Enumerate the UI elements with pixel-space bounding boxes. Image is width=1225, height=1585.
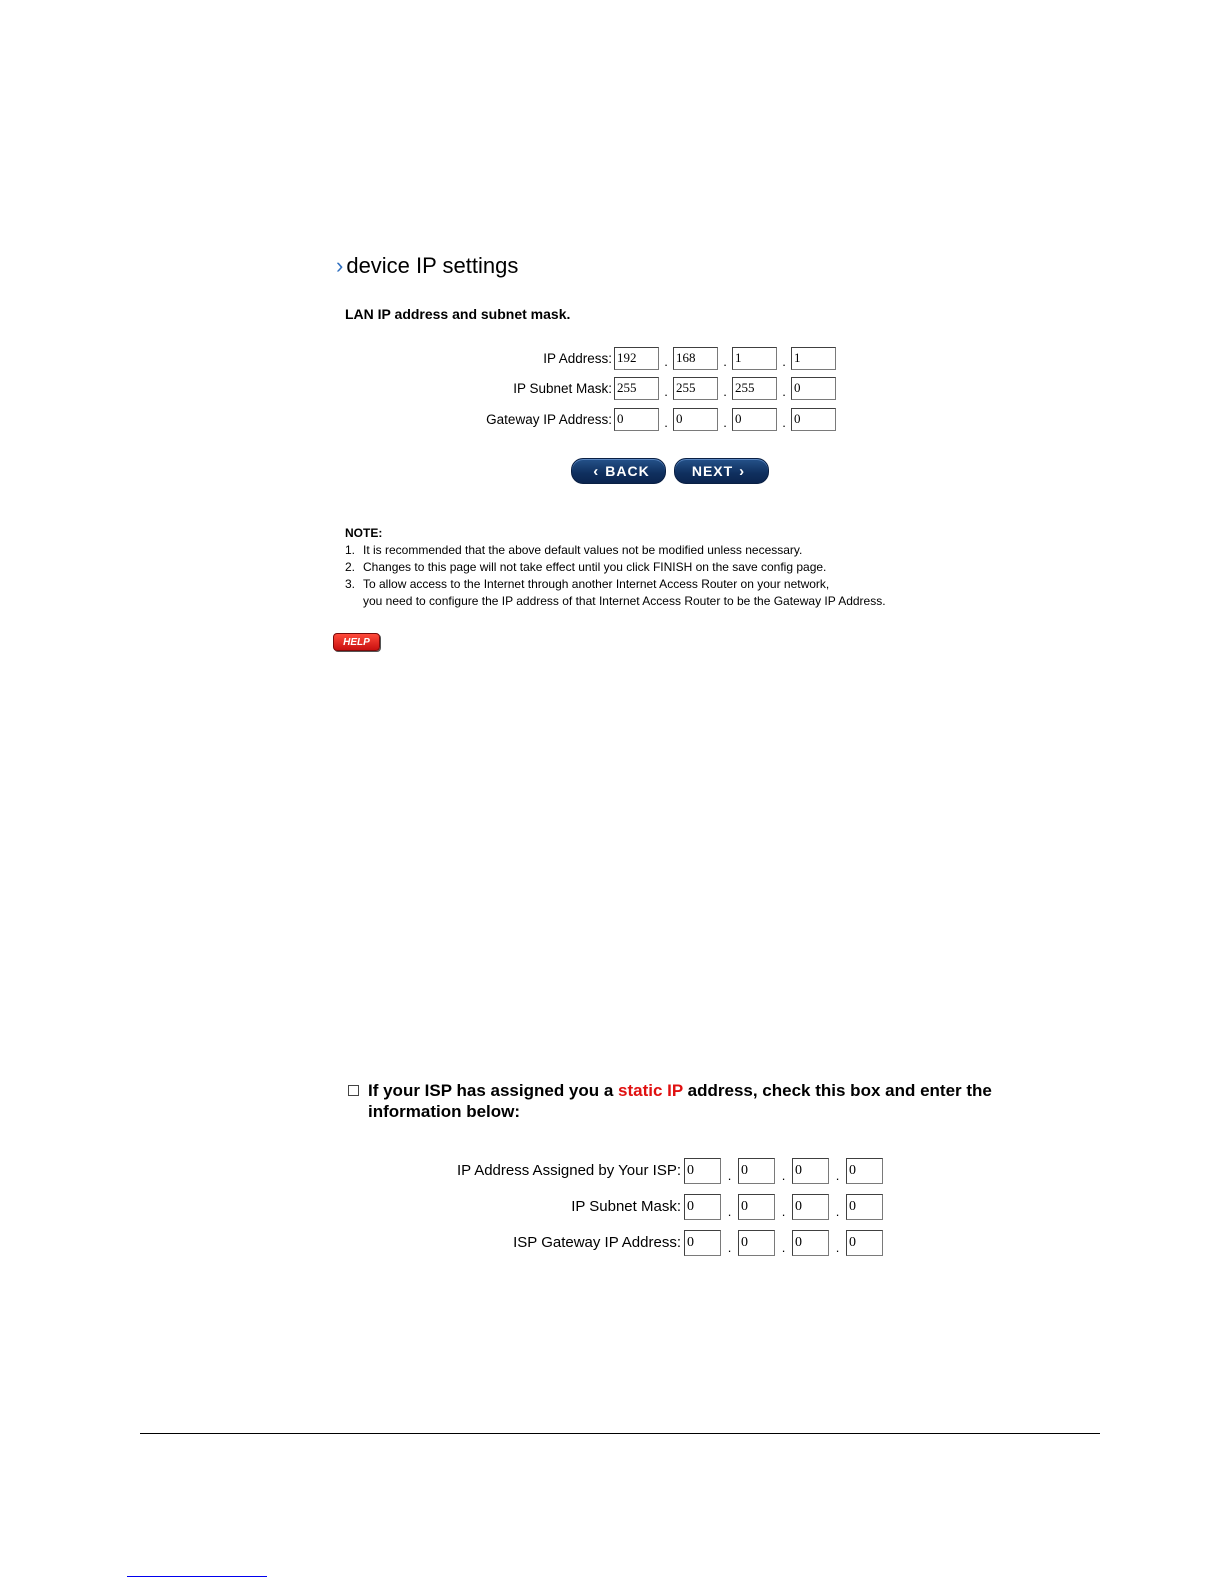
ip-address-octet-3[interactable] [732,347,777,370]
note-item-number: 2. [345,560,356,574]
static-ip-instructions [368,1080,1028,1122]
note-item-number: 3. [345,577,356,591]
gateway-octet-4[interactable] [791,408,836,431]
static-ip-text-after: address, check this box and enter the information below: [368,1081,992,1121]
next-button[interactable] [674,458,769,484]
note-item-number: 1. [345,543,356,557]
horizontal-divider [140,1433,1100,1434]
isp-ip-octet-4[interactable] [846,1158,883,1184]
chevron-right-icon: › [739,462,746,480]
octet-separator: . [723,354,727,369]
note-item [345,576,886,593]
note-heading: NOTE: [345,526,383,540]
static-ip-checkbox[interactable] [348,1085,359,1096]
octet-separator: . [723,415,727,430]
note-item-text: Changes to this page will not take effect until you click FINISH on the save config page. [363,560,827,574]
octet-separator: . [664,415,668,430]
octet-separator: . [727,1168,732,1183]
ip-address-octet-2[interactable] [673,347,718,370]
gateway-octet-2[interactable] [673,408,718,431]
isp-ip-octet-1[interactable] [684,1158,721,1184]
back-button[interactable] [571,458,666,484]
subnet-mask-octet-2[interactable] [673,377,718,400]
note-item [345,542,886,559]
isp-ip-label: IP Address Assigned by Your ISP: [456,1162,681,1179]
note-item-text: To allow access to the Internet through another Internet Access Router on your network, [363,577,830,591]
octet-separator: . [835,1240,840,1255]
isp-gateway-row [400,1229,883,1256]
help-button[interactable]: HELP [333,633,380,651]
octet-separator: . [664,354,668,369]
isp-subnet-octet-2[interactable] [738,1194,775,1220]
gateway-octet-1[interactable] [614,408,659,431]
octet-separator: . [782,384,786,399]
footer-link-underline[interactable] [127,1576,267,1577]
ip-address-octet-4[interactable] [791,347,836,370]
static-ip-text-before: If your ISP has assigned you a [368,1081,619,1100]
ip-address-label: IP Address: [543,350,612,366]
subnet-mask-octet-1[interactable] [614,377,659,400]
static-ip-highlight: static IP [618,1081,683,1100]
octet-separator: . [781,1240,786,1255]
gateway-row [440,407,836,431]
isp-subnet-octet-3[interactable] [792,1194,829,1220]
octet-separator: . [835,1168,840,1183]
octet-separator: . [781,1204,786,1219]
octet-separator: . [782,354,786,369]
octet-separator: . [664,384,668,399]
chevron-left-icon: ‹ [593,462,600,480]
octet-separator: . [723,384,727,399]
page-title-text: device IP settings [346,253,519,278]
note-block [345,525,886,610]
isp-gateway-octet-2[interactable] [738,1230,775,1256]
note-item [345,559,886,576]
gateway-octet-3[interactable] [732,408,777,431]
section-subtitle: LAN IP address and subnet mask. [345,306,571,322]
isp-gateway-label: ISP Gateway IP Address: [513,1234,681,1251]
isp-ip-octet-2[interactable] [738,1158,775,1184]
octet-separator: . [835,1204,840,1219]
gateway-label: Gateway IP Address: [486,411,612,427]
isp-gateway-octet-4[interactable] [846,1230,883,1256]
isp-ip-row [400,1157,883,1184]
subnet-mask-label: IP Subnet Mask: [513,380,612,396]
next-button-label: NEXT [691,463,734,479]
isp-gateway-octet-1[interactable] [684,1230,721,1256]
isp-gateway-octet-3[interactable] [792,1230,829,1256]
isp-subnet-octet-4[interactable] [846,1194,883,1220]
isp-ip-octet-3[interactable] [792,1158,829,1184]
note-item-continuation: you need to configure the IP address of that Internet Access Router to be the Gateway IP Address. [363,594,886,608]
octet-separator: . [727,1204,732,1219]
page-title [336,252,518,280]
octet-separator: . [727,1240,732,1255]
isp-subnet-label: IP Subnet Mask: [571,1198,681,1215]
isp-subnet-row [400,1193,883,1220]
note-item-text: It is recommended that the above default values not be modified unless necessary. [363,543,803,557]
subnet-mask-row [440,376,836,400]
back-button-label: BACK [605,463,650,479]
isp-subnet-octet-1[interactable] [684,1194,721,1220]
octet-separator: . [781,1168,786,1183]
octet-separator: . [782,415,786,430]
subnet-mask-octet-4[interactable] [791,377,836,400]
ip-address-octet-1[interactable] [614,347,659,370]
chevron-right-icon: › [336,253,344,278]
ip-address-row [440,346,836,370]
subnet-mask-octet-3[interactable] [732,377,777,400]
